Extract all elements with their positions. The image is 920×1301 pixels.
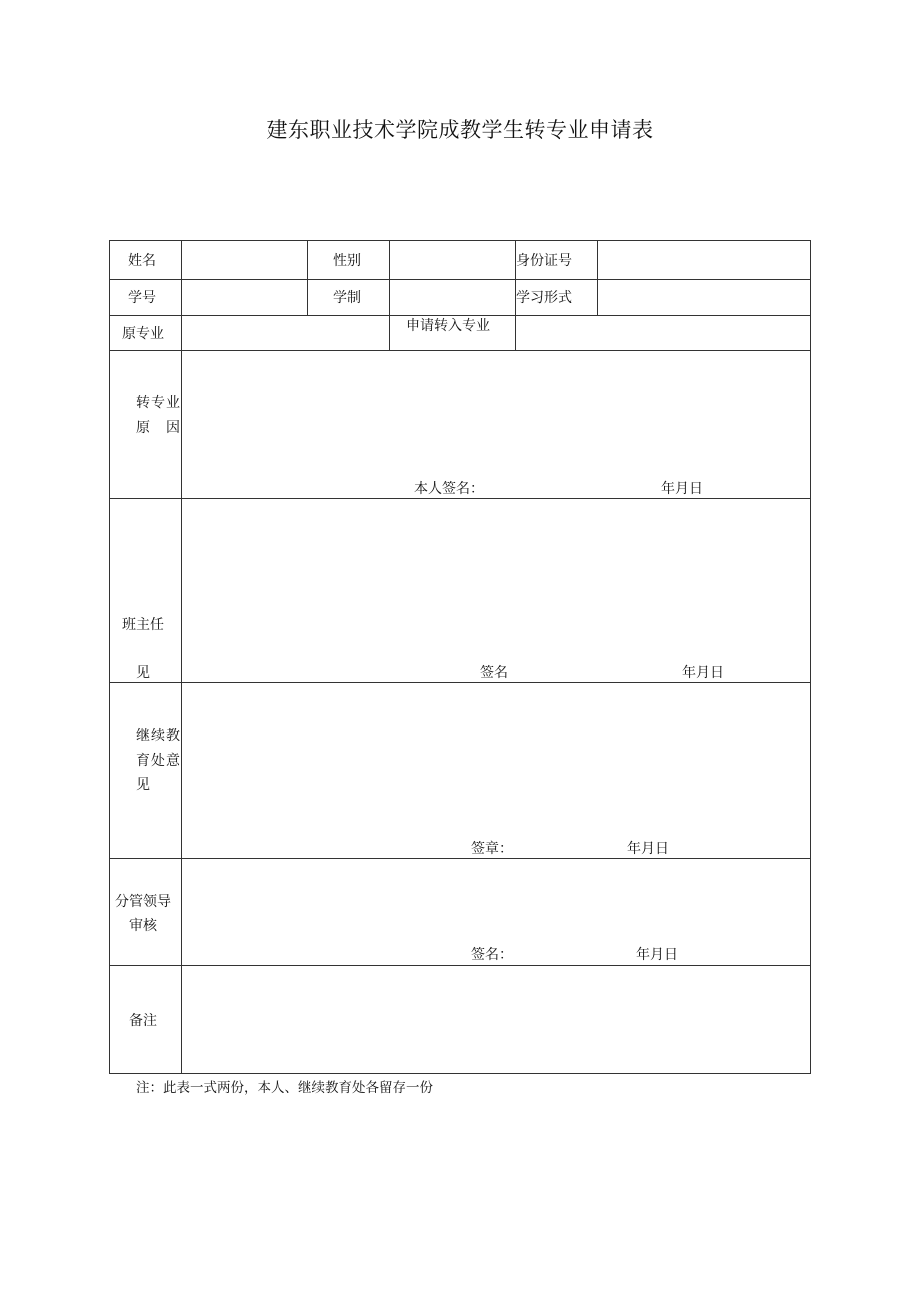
continuing-education-label: 继续教育处意见: [136, 728, 180, 793]
transfer-reason-label: 转专业原因: [136, 395, 180, 436]
continuing-education-opinion-field[interactable]: [182, 683, 808, 838]
remarks-field[interactable]: [182, 966, 808, 1072]
head-teacher-opinion-field[interactable]: [182, 499, 808, 661]
continuing-education-date-label: 年月日: [627, 841, 669, 857]
student-number-field[interactable]: [182, 280, 306, 314]
program-length-field[interactable]: [390, 280, 514, 314]
gender-label: 性别: [333, 253, 361, 269]
student-number-label: 学号: [128, 290, 156, 306]
study-form-field[interactable]: [598, 280, 808, 314]
head-teacher-date-label: 年月日: [682, 665, 724, 681]
footnote: 注：此表一式两份，本人、继续教育处各留存一份: [136, 1080, 433, 1096]
target-major-label: 申请转入专业: [406, 318, 490, 334]
name-label: 姓名: [128, 253, 156, 269]
original-major-field[interactable]: [182, 316, 388, 349]
page-title: 建东职业技术学院成教学生转专业申请表: [266, 118, 654, 142]
applicant-signature-label: 本人签名：: [414, 481, 484, 497]
gender-field[interactable]: [390, 242, 514, 278]
original-major-label: 原专业: [122, 326, 164, 342]
target-major-field[interactable]: [516, 316, 808, 349]
head-teacher-label: 班主任: [122, 617, 164, 633]
column-divider: [307, 241, 308, 315]
study-form-label: 学习形式: [516, 290, 572, 306]
head-teacher-signature-label: 签名: [480, 665, 508, 681]
leader-review-label-line2: 审核: [129, 918, 157, 934]
leader-review-label: 分管领导: [115, 894, 171, 910]
remarks-label: 备注: [129, 1013, 157, 1029]
id-number-label: 身份证号: [516, 253, 572, 269]
leader-date-label: 年月日: [636, 947, 678, 963]
leader-review-field[interactable]: [182, 859, 808, 947]
head-teacher-label-line2: 见: [136, 665, 150, 681]
applicant-date-label: 年月日: [661, 481, 703, 497]
continuing-education-stamp-label: 签章：: [471, 841, 513, 857]
transfer-reason-field[interactable]: [182, 351, 808, 481]
program-length-label: 学制: [333, 290, 361, 306]
name-field[interactable]: [182, 242, 306, 278]
leader-signature-label: 签名：: [471, 947, 513, 963]
id-number-field[interactable]: [598, 242, 808, 278]
application-form-table: [109, 240, 811, 1074]
